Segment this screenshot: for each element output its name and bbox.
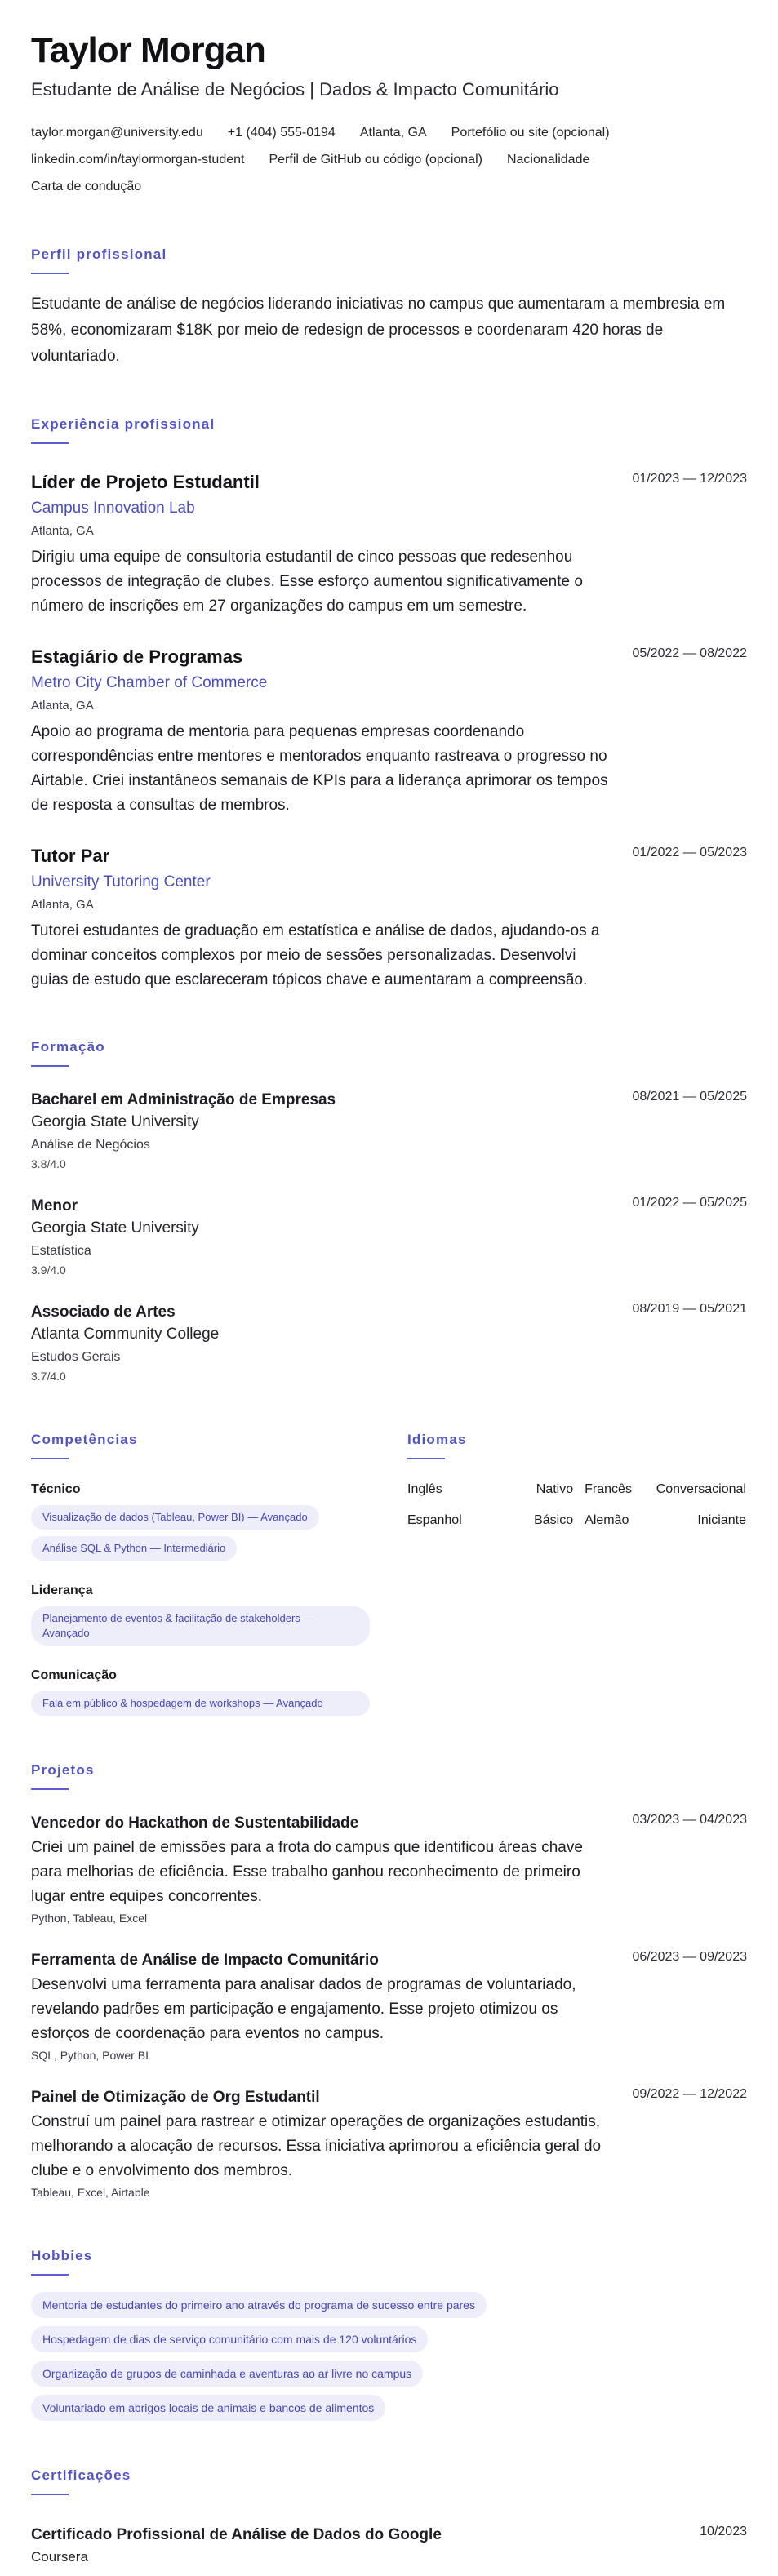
section-title: Hobbies: [31, 2248, 93, 2263]
degree: Bacharel em Administração de Empresas: [31, 1091, 336, 1108]
job-entry: [31, 645, 747, 818]
skill-group: [31, 1582, 370, 1646]
section-divider: [31, 273, 69, 274]
section-divider: [31, 442, 69, 444]
section-divider: [31, 1065, 69, 1067]
job-description: Tutorei estudantes de graduação em estatística e análise de dados, ajudando-os a dominar conceitos complexos por meio de sessões personalizadas. Desenvolvi guias de estudo que esclareceram tópicos chave e aumentaram a compreensão.: [31, 922, 600, 988]
language-level: Iniciante: [697, 1513, 746, 1527]
job-title: Líder de Projeto Estudantil: [31, 472, 260, 492]
summary-section: [31, 246, 747, 370]
skill-group: [31, 1481, 370, 1561]
language-level: Básico: [534, 1513, 574, 1527]
skills-languages-row: [31, 1431, 747, 1716]
language-name: Espanhol: [407, 1513, 462, 1527]
language-name: Alemão: [585, 1513, 629, 1527]
project-entry: [31, 1950, 747, 2064]
skill-tag: Visualização de dados (Tableau, Power BI) — Avançado: [31, 1505, 319, 1530]
certifications-section: [31, 2467, 747, 2569]
hobbies-section: [31, 2247, 747, 2421]
skill-tag: Análise SQL & Python — Intermediário: [31, 1536, 237, 1561]
education-date: 08/2019 — 05/2021: [632, 1302, 747, 1316]
job-company: University Tutoring Center: [31, 873, 211, 890]
candidate-headline: Estudante de Análise de Negócios | Dados & Impacto Comunitário: [31, 79, 559, 100]
field-of-study: Estatística: [31, 1244, 91, 1258]
education-date: 01/2022 — 05/2025: [632, 1196, 747, 1210]
contact-list: [31, 119, 676, 200]
gpa: 3.8/4.0: [31, 1157, 66, 1170]
contact-location: Atlanta, GA: [359, 126, 427, 140]
education-entry: [31, 1302, 747, 1385]
field-of-study: Análise de Negócios: [31, 1138, 150, 1152]
school: Atlanta Community College: [31, 1326, 220, 1343]
hobby-tag: Hospedagem de dias de serviço comunitário com mais de 120 voluntários: [31, 2326, 428, 2352]
education-entry: [31, 1090, 747, 1173]
languages-section: [407, 1431, 746, 1716]
project-description: Criei um painel de emissões para a frota do campus que identificou áreas chave para melhorias de eficiência. Esse trabalho ganhou reconhecimento de primeiro lugar entre equipes concorrentes.: [31, 1839, 583, 1905]
contact-linkedin[interactable]: linkedin.com/in/taylormorgan-student: [31, 153, 245, 167]
project-tech: SQL, Python, Power BI: [31, 2049, 149, 2062]
job-location: Atlanta, GA: [31, 699, 94, 713]
education-date: 08/2021 — 05/2025: [632, 1090, 747, 1104]
contact-phone[interactable]: +1 (404) 555-0194: [227, 126, 336, 140]
projects-section: [31, 1761, 747, 2201]
section-title: Formação: [31, 1039, 105, 1055]
education-section: [31, 1038, 747, 1385]
gpa: 3.7/4.0: [31, 1370, 66, 1383]
skill-category: Técnico: [31, 1482, 81, 1496]
section-title: Experiência profissional: [31, 416, 216, 432]
section-divider: [31, 2274, 69, 2276]
certification-entry: [31, 2525, 747, 2569]
contact-driving-license: Carta de condução: [31, 180, 142, 193]
job-date: 01/2022 — 05/2023: [632, 846, 747, 859]
language-level: Nativo: [536, 1482, 574, 1496]
experience-section: [31, 415, 747, 993]
section-divider: [407, 1458, 445, 1459]
gpa: 3.9/4.0: [31, 1264, 66, 1277]
project-date: 03/2023 — 04/2023: [632, 1813, 747, 1827]
job-date: 05/2022 — 08/2022: [632, 646, 747, 660]
candidate-name: Taylor Morgan: [31, 30, 265, 70]
degree: Associado de Artes: [31, 1304, 176, 1321]
degree: Menor: [31, 1197, 78, 1215]
job-date: 01/2023 — 12/2023: [632, 472, 747, 486]
section-divider: [31, 1788, 69, 1790]
contact-nationality: Nacionalidade: [506, 153, 590, 167]
hobby-tag: Mentoria de estudantes do primeiro ano através do programa de sucesso entre pares: [31, 2292, 487, 2318]
hobby-tag: Voluntariado em abrigos locais de animais e bancos de alimentos: [31, 2395, 385, 2421]
project-title: Painel de Otimização de Org Estudantil: [31, 2089, 320, 2106]
project-date: 06/2023 — 09/2023: [632, 1950, 747, 1964]
resume-header: [31, 29, 747, 200]
project-tech: Tableau, Excel, Airtable: [31, 2186, 150, 2199]
language-name: Francês: [585, 1482, 632, 1496]
project-title: Vencedor do Hackathon de Sustentabilidade: [31, 1814, 359, 1832]
skill-group: [31, 1667, 370, 1716]
summary-text: Estudante de análise de negócios liderando iniciativas no campus que aumentaram a membresia em 58%, economizaram $18K por meio de redesign de processos e coordenaram 420 horas de voluntariado.: [31, 295, 726, 365]
contact-github[interactable]: Perfil de GitHub ou código (opcional): [269, 153, 482, 167]
education-entry: [31, 1196, 747, 1279]
contact-portfolio[interactable]: Portefólio ou site (opcional): [451, 126, 610, 140]
school: Georgia State University: [31, 1219, 199, 1237]
job-title: Estagiário de Programas: [31, 646, 243, 667]
section-divider: [31, 1458, 69, 1459]
hobby-tag: Organização de grupos de caminhada e aventuras ao ar livre no campus: [31, 2361, 423, 2387]
certification-name: Certificado Profissional de Análise de Dados do Google: [31, 2526, 442, 2543]
job-entry: [31, 844, 747, 993]
language-level: Conversacional: [656, 1482, 746, 1496]
project-title: Ferramenta de Análise de Impacto Comunitário: [31, 1952, 379, 1969]
project-description: Desenvolvi uma ferramenta para analisar dados de programas de voluntariado, revelando padrões em participação e engajamento. Esse projeto otimizou os esforços de coordenação para eventos no campus.: [31, 1976, 576, 2042]
project-description: Construí um painel para rastrear e otimizar operações de organizações estudantis, melhorando a alocação de recursos. Essa iniciativa aprimorou a eficiência geral do clube e o envolvimento dos membros.: [31, 2113, 602, 2179]
section-title: Certificações: [31, 2467, 131, 2483]
project-tech: Python, Tableau, Excel: [31, 1912, 148, 1925]
field-of-study: Estudos Gerais: [31, 1350, 121, 1364]
job-description: Apoio ao programa de mentoria para pequenas empresas coordenando correspondências entre mentores e mentorados enquanto rastreava o progresso no Airtable. Criei instantâneos semanais de KPIs para a liderança aprimorar os tempos de resposta a consultas de membros.: [31, 723, 608, 814]
job-location: Atlanta, GA: [31, 898, 94, 912]
contact-email[interactable]: taylor.morgan@university.edu: [31, 126, 203, 140]
hobby-list: [31, 2292, 747, 2421]
project-entry: [31, 2087, 747, 2201]
section-title: Perfil profissional: [31, 246, 167, 262]
skill-tag: Fala em público & hospedagem de workshops — Avançado: [31, 1691, 370, 1716]
job-company: Metro City Chamber of Commerce: [31, 674, 268, 691]
certification-issuer: Coursera: [31, 2549, 88, 2565]
project-entry: [31, 1813, 747, 1927]
skills-section: [31, 1431, 370, 1716]
section-divider: [31, 2494, 69, 2495]
job-title: Tutor Par: [31, 846, 110, 866]
skill-category: Comunicação: [31, 1668, 117, 1682]
section-title: Idiomas: [407, 1432, 467, 1447]
language-name: Inglês: [407, 1482, 442, 1496]
section-title: Projetos: [31, 1762, 95, 1778]
project-date: 09/2022 — 12/2022: [632, 2087, 747, 2101]
certification-date: 10/2023: [700, 2525, 747, 2538]
job-description: Dirigiu uma equipe de consultoria estudantil de cinco pessoas que redesenhou processos de integração de clubes. Esse esforço aumentou significativamente o número de inscrições em 27 organizações do campus em um semestre.: [31, 549, 583, 615]
job-company: Campus Innovation Lab: [31, 500, 195, 517]
school: Georgia State University: [31, 1113, 199, 1130]
skill-category: Liderança: [31, 1583, 93, 1597]
section-title: Competências: [31, 1432, 138, 1447]
job-location: Atlanta, GA: [31, 524, 94, 538]
job-entry: [31, 470, 747, 619]
language-list: [407, 1481, 746, 1530]
skill-tag: Planejamento de eventos & facilitação de stakeholders — Avançado: [31, 1606, 370, 1646]
